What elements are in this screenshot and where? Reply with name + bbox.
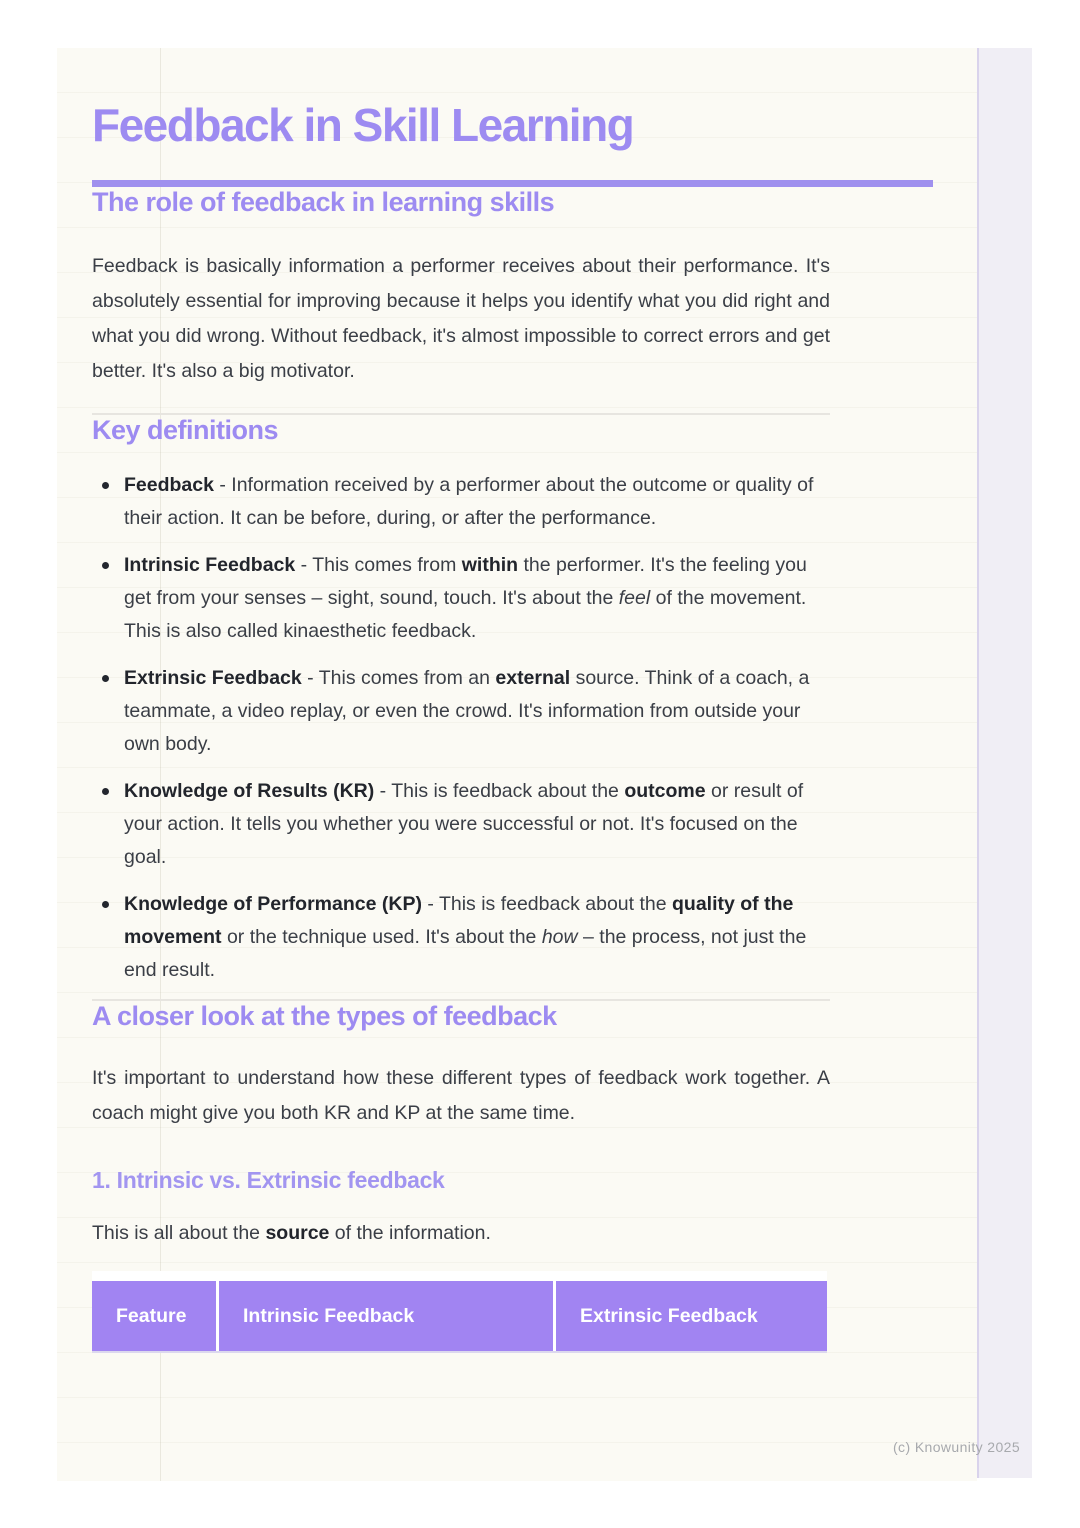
- comparison-table: [92, 1271, 827, 1351]
- bullet-dot-icon: [102, 788, 109, 795]
- bullet-dot-icon: [102, 901, 109, 908]
- page-content: [92, 98, 830, 1351]
- section-heading-role: The role of feedback in learning skills: [92, 187, 555, 217]
- table-header-feature: Feature: [92, 1281, 216, 1351]
- table-header-row: [92, 1281, 827, 1351]
- bullet-dot-icon: [102, 482, 109, 489]
- list-item: [92, 469, 830, 535]
- subsection-heading-intrinsic-vs-extrinsic: 1. Intrinsic vs. Extrinsic feedback: [92, 1167, 445, 1193]
- list-item-text: Knowledge of Results (KR) - This is feedback about the outcome or result of your action. It tells you whether you were successful or not. It's focused on the goal.: [124, 780, 804, 868]
- watermark: (c) Knowunity 2025: [893, 1439, 1021, 1455]
- title-underline: [92, 180, 933, 187]
- list-item-text: Intrinsic Feedback - This comes from within the performer. It's the feeling you get from your senses – sight, sound, touch. It's about the feel of the movement. This is also called kinaesthetic feedback.: [124, 554, 807, 642]
- document-page: [57, 48, 977, 1481]
- list-item: [92, 775, 830, 874]
- list-item-text: Extrinsic Feedback - This comes from an external source. Think of a coach, a teammate, a video replay, or even the crowd. It's information from outside your own body.: [124, 667, 810, 755]
- section-heading-closer-look: A closer look at the types of feedback: [92, 1001, 557, 1031]
- list-item: [92, 888, 830, 987]
- bullet-dot-icon: [102, 675, 109, 682]
- definitions-list: [92, 469, 830, 987]
- list-item-text: Feedback - Information received by a performer about the outcome or quality of their action. It can be before, during, or after the performance.: [124, 474, 814, 529]
- source-sentence: This is all about the source of the information.: [92, 1222, 491, 1244]
- closer-look-paragraph: It's important to understand how these different types of feedback work together. A coach might give you both KR and KP at the same time.: [92, 1067, 830, 1124]
- page-edge-strip: [977, 48, 1032, 1478]
- role-paragraph: Feedback is basically information a performer receives about their performance. It's absolutely essential for improving because it helps you identify what you did right and what you did wrong. Without feedback, it's almost impossible to correct errors and get better. It's also a big motivator.: [92, 255, 830, 382]
- list-item-text: Knowledge of Performance (KP) - This is feedback about the quality of the movement or the technique used. It's about the how – the process, not just the end result.: [124, 893, 807, 981]
- page-title: Feedback in Skill Learning: [92, 99, 634, 151]
- list-item: [92, 662, 830, 761]
- list-item: [92, 549, 830, 648]
- table-header-intrinsic-feedback: Intrinsic Feedback: [219, 1281, 553, 1351]
- table-header-extrinsic-feedback: Extrinsic Feedback: [556, 1281, 827, 1351]
- section-heading-definitions: Key definitions: [92, 415, 279, 445]
- bullet-dot-icon: [102, 562, 109, 569]
